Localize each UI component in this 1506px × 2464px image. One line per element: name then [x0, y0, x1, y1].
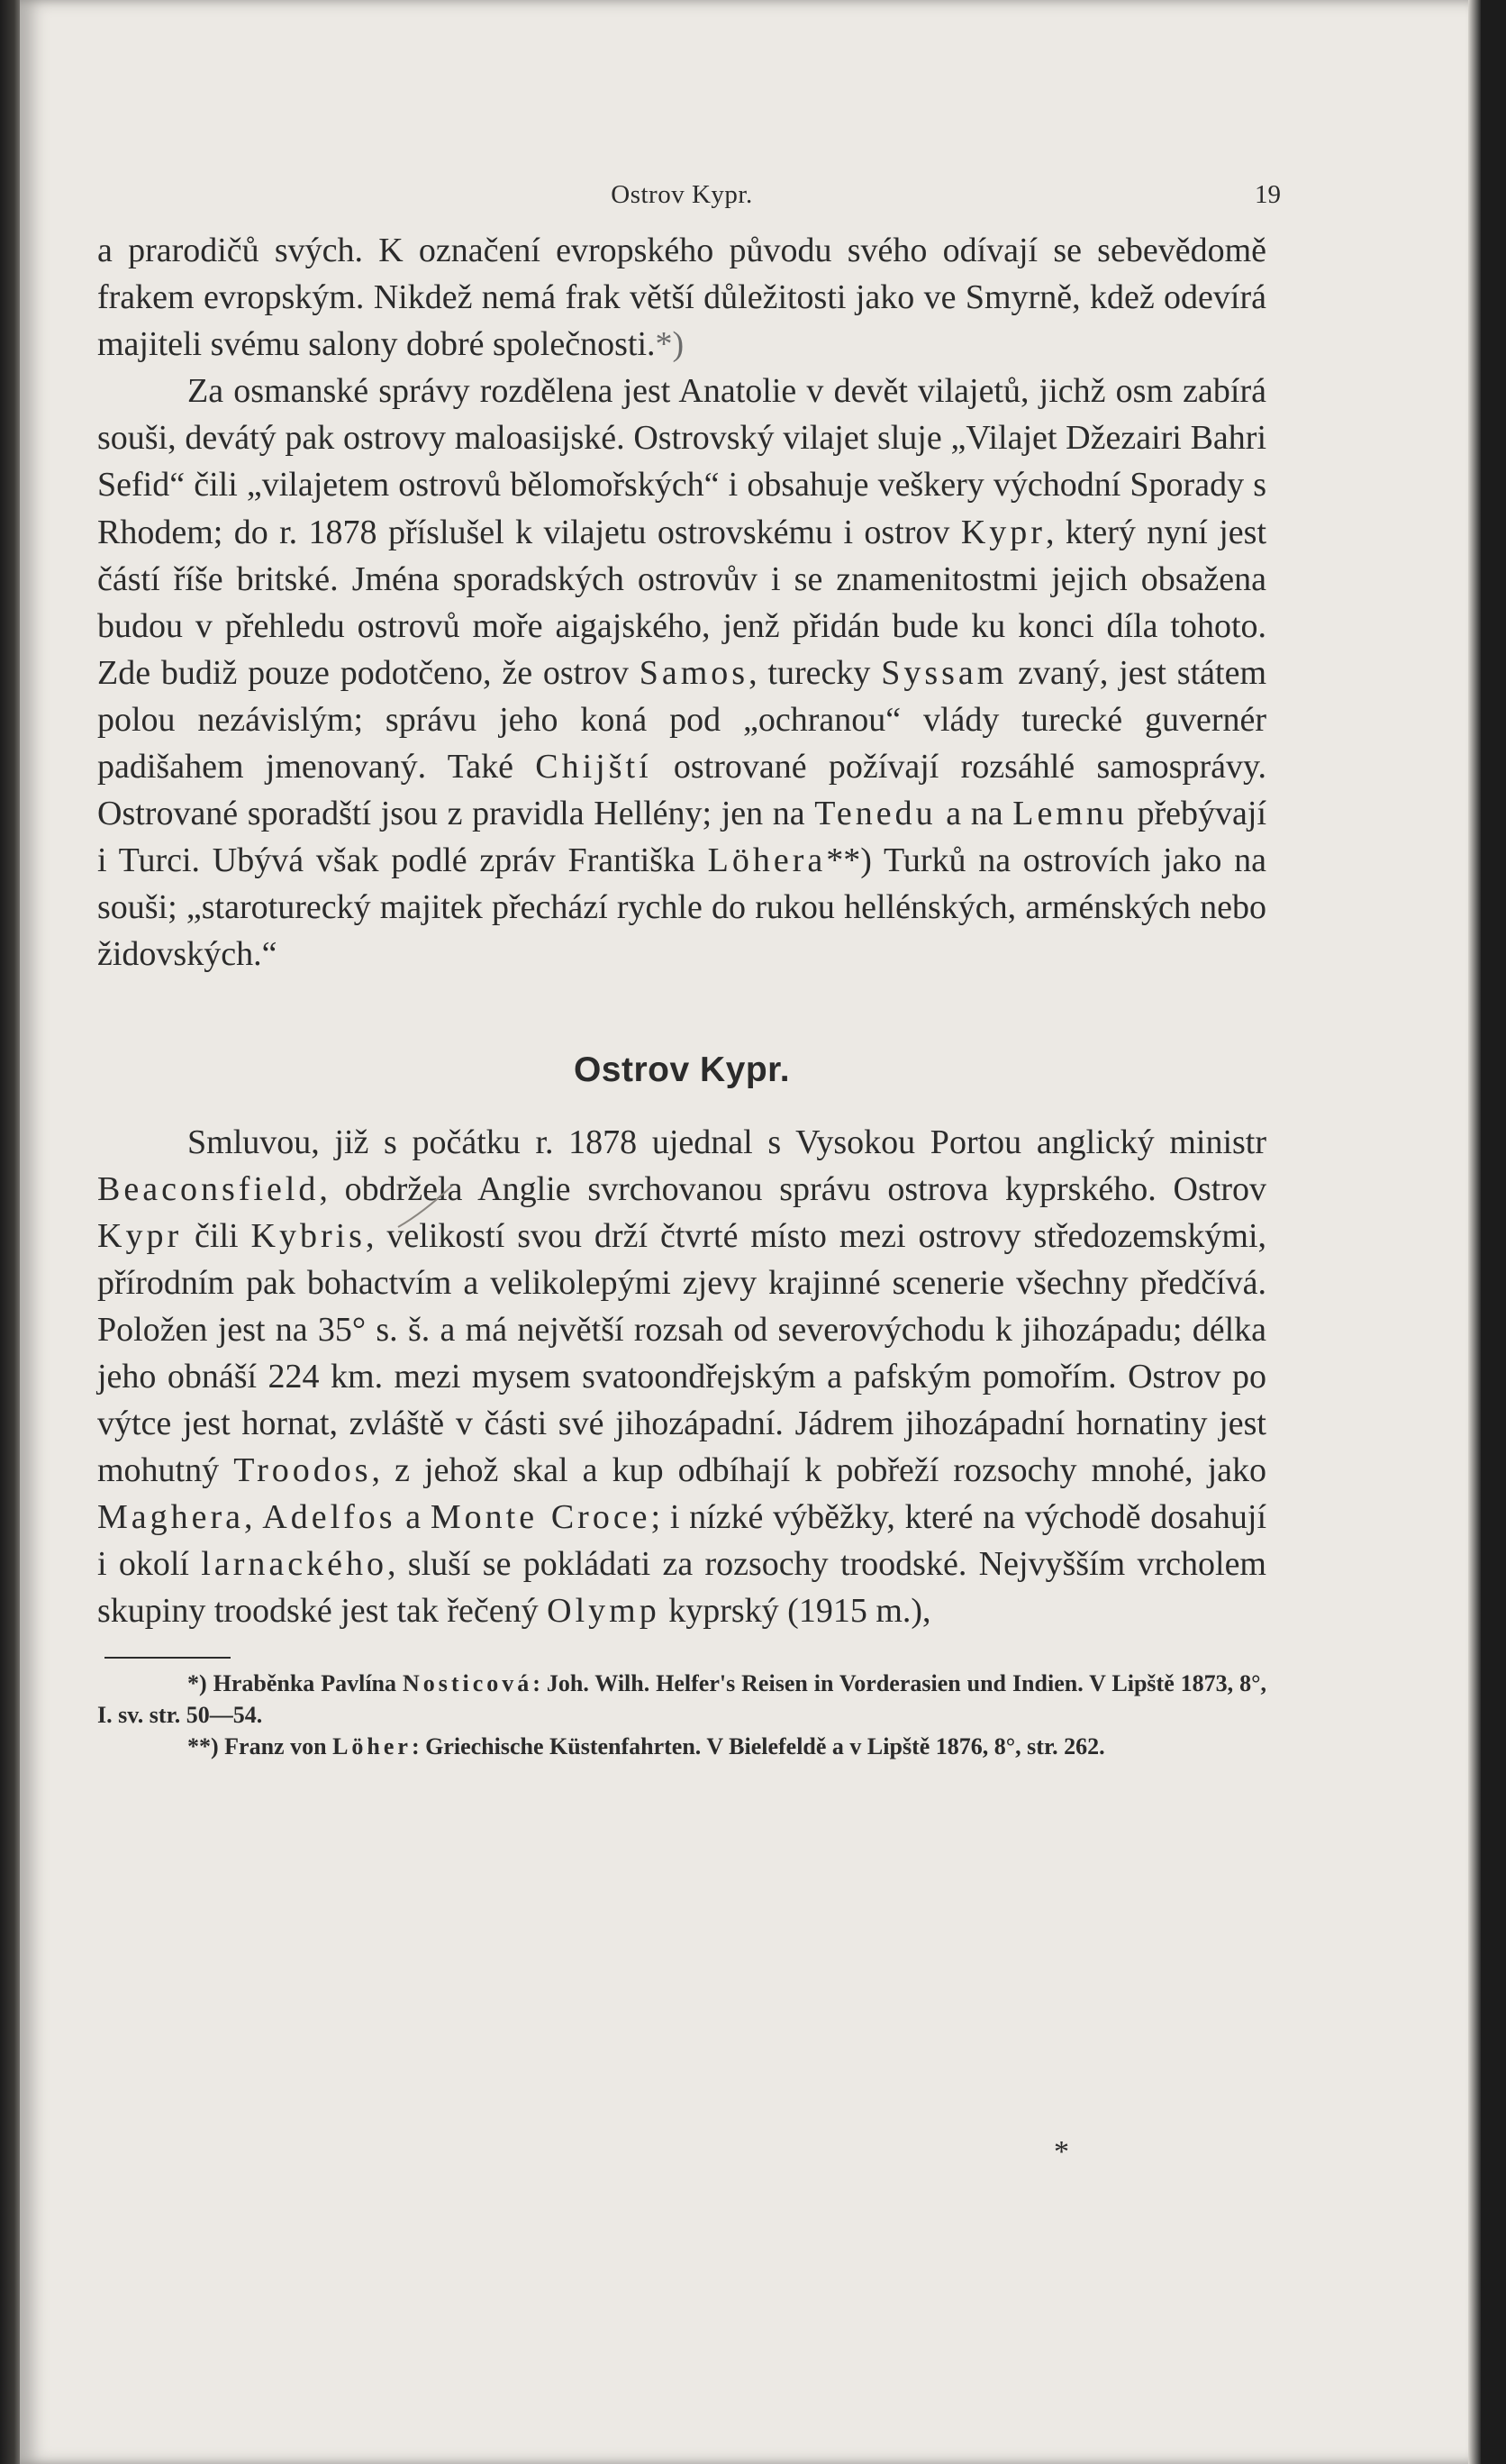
- paragraph-text: ostrované požívají rozsáhlé samosprávy. Ostrované sporadští jsou z pravidla Hellény; jen na: [97, 748, 1266, 833]
- footnote-author: Hraběnka Pavlína: [213, 1669, 397, 1696]
- paragraph-text: čili: [195, 1216, 239, 1255]
- paragraph-text: , sluší se pokládati za rozsochy troodské. Nejvyšším vrcholem skupiny troodské jest tak řečený: [97, 1545, 1266, 1631]
- paragraph-text: a na: [946, 795, 1003, 833]
- footnote-marker: **): [187, 1732, 219, 1759]
- paragraph-text: kyprský (1915 m.),: [668, 1592, 931, 1631]
- footnote-author-surname: Löher: [332, 1732, 412, 1759]
- paragraph-text: , velikostí svou drží čtvrté místo mezi ostrovy středozemskými, přírodním pak bohactvím a velikolepými zjevy krajinné scenerie všechny předčívá. Položen jest na 35° s. š. a má největší rozsah od severovýchodu k jihozápadu; délka jeho obnáší 224 km. mezi mysem svatoondřejským a pafským pomořím. Ostrov po výtce jest hornat, zvláště v části své jihozápadní. Jádrem jihozápadní hornatiny jest mohutný: [97, 1216, 1267, 1490]
- body-text: [97, 227, 1266, 1635]
- paragraph-anatolie: [97, 368, 1266, 977]
- spaced-term: Olymp: [547, 1592, 660, 1631]
- spaced-term: Kypr: [960, 513, 1046, 551]
- spaced-term: Beaconsfield: [97, 1169, 320, 1208]
- footnote-ref: **): [826, 841, 872, 880]
- paragraph-text: Smluvou, již s počátku r. 1878 ujednal s Vysokou Portou anglický ministr: [187, 1123, 1266, 1161]
- footnote-rule: [104, 1657, 231, 1659]
- spaced-term: Chijští: [535, 748, 652, 786]
- paragraph-text: , turecky: [748, 653, 871, 692]
- spaced-term: larnackého: [201, 1545, 387, 1584]
- spaced-term: Maghera: [97, 1498, 245, 1537]
- paragraph-text: přebývají i Turci. Ubývá však podlé zpráv Františka: [97, 795, 1267, 880]
- page-number: 19: [1255, 180, 1281, 209]
- paragraph-text: , z jehož skal a kup odbíhají k pobřeží rozsochy mnohé, jako: [371, 1451, 1267, 1490]
- paragraph-text: a: [405, 1498, 422, 1537]
- footnote-ref: *): [655, 325, 685, 364]
- running-title: Ostrov Kypr.: [611, 180, 753, 209]
- footnotes: [97, 1668, 1266, 1762]
- page-content: [97, 162, 1281, 1762]
- spaced-term: Monte Croce: [430, 1498, 651, 1537]
- paragraph-text: ; i nízké výběžky, které na východě dosahují i okolí: [97, 1498, 1267, 1584]
- spaced-term: Samos: [639, 653, 749, 692]
- paragraph-text: , obdržela Anglie svrchovanou správu ostrova kyprského. Ostrov: [319, 1169, 1266, 1208]
- footnote-translator: Nosticová: [402, 1669, 533, 1696]
- page-edge: [1468, 0, 1481, 2464]
- paragraph-text: a prarodičů svých. K označení evropského původu svého odívají se sebevědomě frakem evropským. Nikdež nemá frak větší důležitosti jako ve Smyrně, kdež odevírá majiteli svému salony dobré společnosti.: [97, 232, 1266, 364]
- footnote-marker: *): [187, 1669, 207, 1696]
- spaced-term: Löhera: [707, 841, 827, 880]
- paragraph-text: zvaný, jest státem polou nezávislým; správu jeho koná pod „ochranou“ vlády turecké guvernér padišahem jmenovaný. Také: [97, 653, 1267, 786]
- spaced-term: Adelfos: [262, 1498, 396, 1537]
- spaced-term: Kybris: [250, 1216, 366, 1255]
- footnote-author: Franz von: [224, 1732, 327, 1759]
- footnote-text: : Joh. Wilh. Helfer's Reisen in Vorderasien und Indien. V Lipště 1873, 8°, I. sv. str. 50—54.: [97, 1669, 1266, 1728]
- paragraph-text: , který nyní jest částí říše britské. Jména sporadských ostrovův i se znamenitostmi jejich obsažena budou v přehledu ostrovů moře aigajského, jenž přidán bude ku konci díla tohoto. Zde budiž pouze podotčeno, že ostrov: [97, 513, 1267, 692]
- footnote-text: : Griechische Küstenfahrten. V Bielefeldě a v Lipště 1876, 8°, str. 262.: [411, 1732, 1105, 1759]
- spaced-term: Syssam: [881, 653, 1008, 692]
- footnote-2: [97, 1731, 1266, 1762]
- paragraph-text: Za osmanské správy rozdělena jest Anatolie v devět vilajetů, jichž osm zabírá souši, devátý pak ostrovy maloasijské. Ostrovský vilajet sluje „Vilajet Džezairi Bahri Sefid“ čili „vilajetem ostrovů bělomořských“ i obsahuje veškery východní Sporady s Rhodem; do r. 1878 příslušel k vilajetu ostrovskému i ostrov: [97, 372, 1266, 551]
- running-head: [97, 162, 1281, 227]
- signature-mark: *: [1054, 2135, 1069, 2169]
- spaced-term: Troodos: [233, 1451, 372, 1490]
- paragraph-text: Turků na ostrovích jako na souši; „staroturecký majitek přechází rychle do rukou hellénských, arménských nebo židovských.“: [97, 841, 1266, 974]
- section-heading: Ostrov Kypr.: [573, 1050, 791, 1089]
- spaced-term: Lemnu: [1012, 795, 1128, 833]
- spaced-term: Tenedu: [814, 795, 937, 833]
- spaced-term: Kypr: [97, 1216, 183, 1255]
- footnote-1: [97, 1668, 1266, 1731]
- pencil-stroke: [396, 1180, 459, 1234]
- paragraph-kypr: Smluvou, již s počátku r. 1878 ujednal s Vysokou Portou anglický ministr Beaconsfield, obdržela Anglie svrchovanou správu ostrova kyprského. Ostrov Kypr čili Kybris, velikostí svou drží čtvrté místo mezi ostrovy středozemskými, přírodním pak bohactvím a velikolepými zjevy krajinné scenerie všechny předčívá. Položen jest na 35° s. š. a má největší rozsah od severovýchodu k jihozápadu; délka jeho obnáší 224 km. mezi mysem svatoondřejským a pafským pomořím. Ostrov po výtce jest hornat, zvláště v části své jihozápadní. Jádrem jihozápadní hornatiny jest mohutný Troodos, z jehož skal a kup odbíhají k pobřeží rozsochy mnohé, jako Maghera, Adelfos a Monte Croce; i nízké výběžky, které na východě dosahují i okolí larnackého, sluší se pokládati za rozsochy troodské. Nejvyšším vrcholem skupiny troodské jest tak řečený Olymp kyprský (1915 m.),: [97, 1123, 1267, 1631]
- paragraph-continued: [97, 227, 1266, 368]
